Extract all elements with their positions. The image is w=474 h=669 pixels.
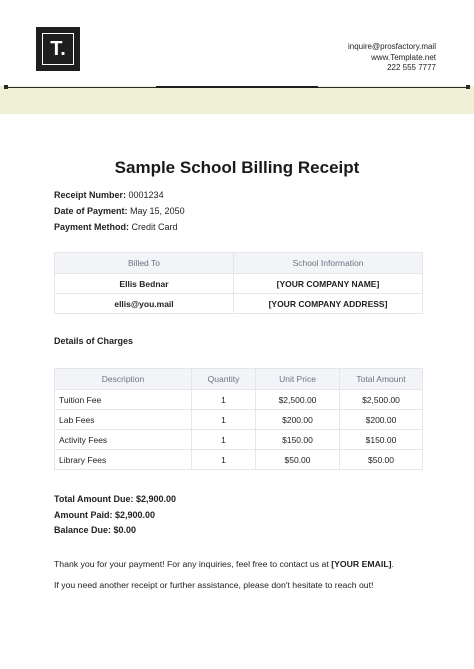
header-band bbox=[0, 86, 474, 114]
payment-method: Credit Card bbox=[131, 222, 178, 232]
billing-header-row bbox=[55, 253, 423, 274]
contact-info bbox=[348, 42, 436, 74]
charge-quantity: 1 bbox=[192, 390, 256, 410]
help-note: If you need another receipt or further assistance, please don't hesitate to reach out! bbox=[54, 580, 374, 590]
contact-email[interactable]: inquire@prosfactory.mail bbox=[347, 42, 436, 51]
charge-description: Activity Fees bbox=[55, 430, 192, 450]
charges-table bbox=[54, 368, 423, 470]
payment-method-row bbox=[54, 219, 185, 235]
logo-text: T. bbox=[42, 33, 74, 65]
table-row bbox=[55, 390, 423, 410]
thank-you-text: Thank you for your payment! For any inquiries, feel free to contact us at bbox=[54, 559, 332, 569]
charge-unit-price: $2,500.00 bbox=[256, 390, 340, 410]
company-logo bbox=[36, 27, 80, 71]
receipt-number: 0001234 bbox=[128, 190, 164, 200]
charge-unit-price: $200.00 bbox=[256, 410, 340, 430]
billing-row bbox=[55, 294, 423, 314]
quantity-header: Quantity bbox=[192, 369, 256, 390]
total-amount-header: Total Amount bbox=[340, 369, 423, 390]
page-title: Sample School Billing Receipt bbox=[114, 158, 360, 177]
table-row bbox=[55, 410, 423, 430]
charges-header-row bbox=[55, 369, 423, 390]
contact-website[interactable]: www.Template.net bbox=[371, 52, 436, 62]
charges-title: Details of Charges bbox=[54, 336, 134, 346]
payment-method-label: Payment Method: bbox=[54, 222, 130, 232]
table-row bbox=[55, 430, 423, 450]
receipt-meta bbox=[54, 187, 185, 235]
totals-section bbox=[54, 492, 176, 539]
thank-you-note bbox=[54, 559, 394, 569]
payment-date-row bbox=[54, 203, 185, 219]
charge-total: $2,500.00 bbox=[340, 390, 423, 410]
payment-date: May 15, 2050 bbox=[130, 206, 185, 216]
billed-to-name: Ellis Bednar bbox=[55, 274, 234, 294]
billed-to-email: ellis@you.mail bbox=[55, 294, 234, 314]
charge-quantity: 1 bbox=[192, 410, 256, 430]
balance-due: Balance Due: $0.00 bbox=[54, 525, 137, 535]
table-row bbox=[55, 450, 423, 470]
contact-email-placeholder: [YOUR EMAIL] bbox=[331, 559, 392, 569]
charge-total: $200.00 bbox=[340, 410, 423, 430]
divider-dot-right bbox=[466, 85, 470, 89]
billed-to-header: Billed To bbox=[55, 253, 234, 274]
thank-you-suffix: . bbox=[391, 559, 394, 569]
charge-quantity: 1 bbox=[192, 450, 256, 470]
charge-quantity: 1 bbox=[192, 430, 256, 450]
company-address: [YOUR COMPANY ADDRESS] bbox=[234, 294, 423, 314]
divider-dot-left bbox=[4, 85, 8, 89]
charge-description: Lab Fees bbox=[55, 410, 192, 430]
charge-description: Library Fees bbox=[55, 450, 192, 470]
charge-total: $50.00 bbox=[340, 450, 423, 470]
payment-date-label: Date of Payment: bbox=[54, 206, 128, 216]
total-amount-due: Total Amount Due: $2,900.00 bbox=[54, 494, 177, 504]
contact-phone: 222 555 7777 bbox=[387, 63, 436, 72]
company-name: [YOUR COMPANY NAME] bbox=[234, 274, 423, 294]
charge-description: Tuition Fee bbox=[55, 390, 192, 410]
school-info-header: School Information bbox=[234, 253, 423, 274]
charge-total: $150.00 bbox=[340, 430, 423, 450]
unit-price-header: Unit Price bbox=[256, 369, 340, 390]
description-header: Description bbox=[55, 369, 192, 390]
charge-unit-price: $150.00 bbox=[256, 430, 340, 450]
receipt-number-row bbox=[54, 187, 185, 203]
amount-paid: Amount Paid: $2,900.00 bbox=[54, 509, 156, 520]
divider-accent bbox=[156, 86, 318, 88]
receipt-number-label: Receipt Number: bbox=[54, 190, 127, 200]
billing-row bbox=[55, 274, 423, 294]
charge-unit-price: $50.00 bbox=[256, 450, 340, 470]
billing-table bbox=[54, 252, 423, 314]
